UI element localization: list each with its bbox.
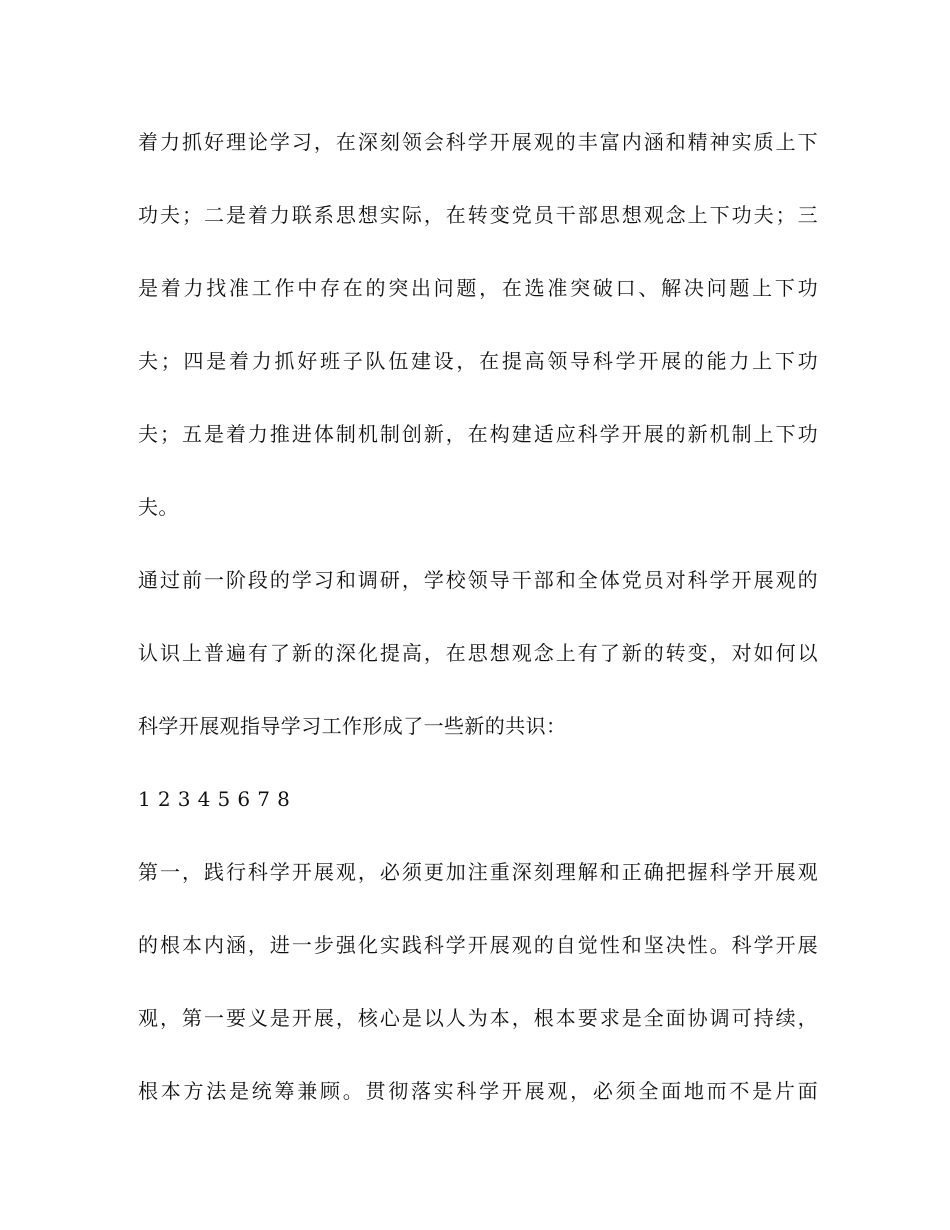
text-line: 夫。: [138, 495, 179, 519]
text-line: 第一，践行科学开展观，必须更加注重深刻理解和正确把握科学开展观: [138, 860, 818, 884]
text-line: 功夫；二是着力联系思想实际，在转变党员干部思想观念上下功夫；三: [138, 203, 818, 227]
text-line: 着力抓好理论学习，在深刻领会科学开展观的丰富内涵和精神实质上下: [138, 130, 818, 154]
text-line: 认识上普遍有了新的深化提高，在思想观念上有了新的转变，对如何以: [138, 641, 818, 665]
text-line: 是着力找准工作中存在的突出问题，在选准突破口、解决问题上下功: [138, 276, 818, 300]
text-line: 根本方法是统筹兼顾。贯彻落实科学开展观，必须全面地而不是片面: [138, 1079, 818, 1103]
text-line: 的根本内涵，进一步强化实践科学开展观的自觉性和坚决性。科学开展: [138, 933, 818, 957]
body-text: [138, 124, 818, 1146]
text-line: 科学开展观指导学习工作形成了一些新的共识：: [138, 714, 567, 738]
text-line: 夫；四是着力抓好班子队伍建设，在提高领导科学开展的能力上下功: [138, 349, 818, 373]
text-line: 夫；五是着力推进体制机制创新，在构建适应科学开展的新机制上下功: [138, 422, 818, 446]
text-line: 通过前一阶段的学习和调研，学校领导干部和全体党员对科学开展观的: [138, 568, 818, 592]
number-sequence: 1 2 3 4 5 6 7 8: [138, 787, 291, 811]
text-line: 观，第一要义是开展，核心是以人为本，根本要求是全面协调可持续，: [138, 1006, 818, 1030]
